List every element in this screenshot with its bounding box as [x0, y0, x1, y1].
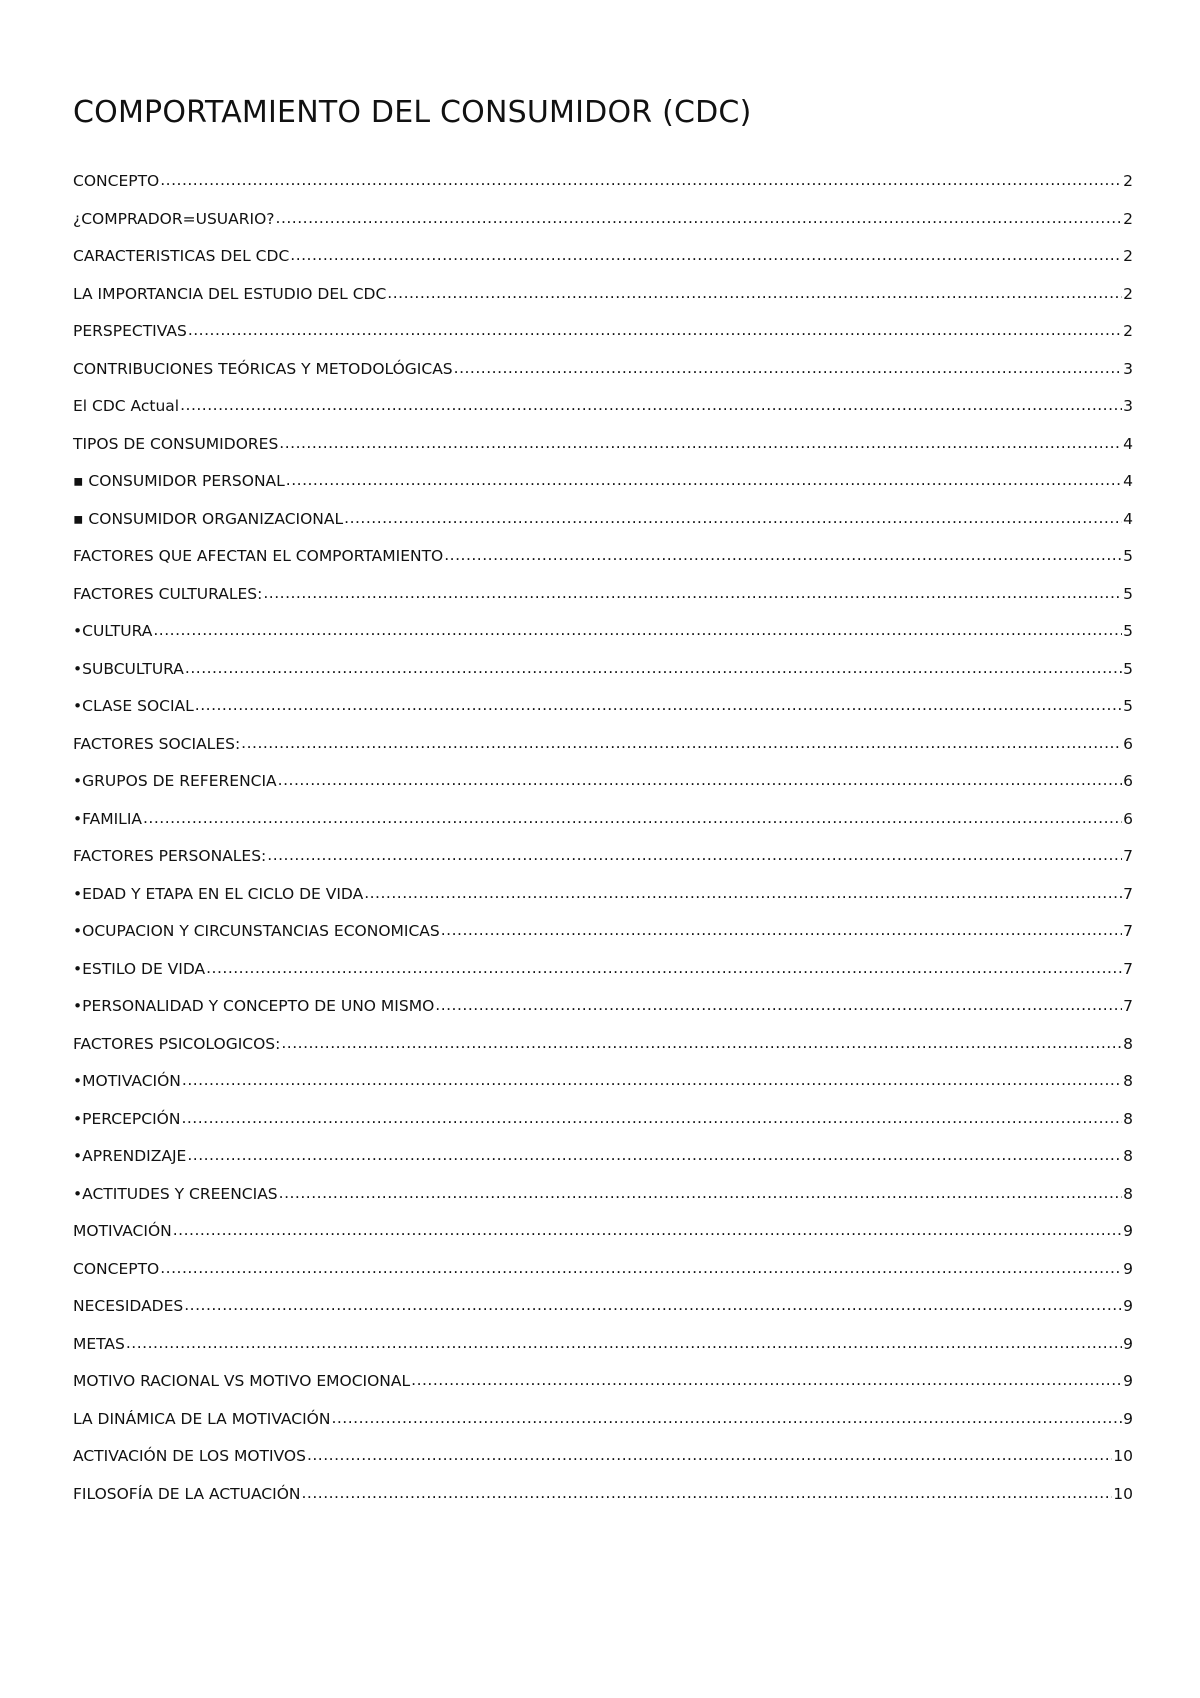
toc-entry[interactable] — [73, 885, 1133, 923]
toc-entry-label: ▪ CONSUMIDOR ORGANIZACIONAL — [73, 509, 344, 528]
toc-entry-label: CONCEPTO — [73, 172, 160, 190]
toc-entry-page-number: 7 — [1123, 959, 1133, 978]
toc-entry[interactable] — [73, 1335, 1133, 1373]
toc-dot-leader — [160, 1259, 1122, 1277]
toc-entry-page-number: 9 — [1123, 1334, 1133, 1353]
toc-entry-label: •CLASE SOCIAL — [73, 697, 194, 715]
toc-entry[interactable] — [73, 360, 1133, 398]
toc-dot-leader — [263, 584, 1122, 602]
toc-entry-label: LA DINÁMICA DE LA MOTIVACIÓN — [73, 1409, 331, 1428]
toc-entry-label: •MOTIVACIÓN — [73, 1072, 181, 1090]
toc-entry-label: •SUBCULTURA — [73, 659, 184, 678]
toc-dot-leader — [184, 1296, 1122, 1314]
toc-entry-label: MOTIVACIÓN — [73, 1222, 172, 1240]
toc-entry[interactable] — [73, 622, 1133, 660]
toc-entry-page-number: 4 — [1123, 472, 1133, 490]
toc-entry[interactable] — [73, 435, 1133, 473]
toc-dot-leader — [331, 1409, 1122, 1427]
toc-dot-leader — [307, 1446, 1112, 1464]
toc-entry-page-number: 4 — [1123, 434, 1133, 453]
toc-entry-page-number: 8 — [1123, 1109, 1133, 1128]
toc-dot-leader — [187, 1146, 1122, 1164]
toc-entry-label: •ESTILO DE VIDA — [73, 959, 206, 978]
toc-dot-leader — [364, 884, 1122, 902]
toc-dot-leader — [173, 1221, 1122, 1239]
toc-dot-leader — [180, 396, 1122, 414]
toc-dot-leader — [153, 621, 1122, 639]
toc-entry-label: FILOSOFÍA DE LA ACTUACIÓN — [73, 1484, 301, 1503]
toc-entry-label: CARACTERISTICAS DEL CDC — [73, 247, 290, 265]
toc-entry-label: ACTIVACIÓN DE LOS MOTIVOS — [73, 1447, 306, 1465]
toc-entry-page-number: 2 — [1123, 209, 1133, 228]
toc-dot-leader — [276, 209, 1123, 227]
toc-entry[interactable] — [73, 547, 1133, 585]
toc-entry-page-number: 2 — [1123, 322, 1133, 340]
toc-dot-leader — [278, 771, 1122, 789]
toc-dot-leader — [454, 359, 1122, 377]
toc-dot-leader — [411, 1371, 1122, 1389]
toc-entry-page-number: 5 — [1123, 547, 1133, 565]
toc-dot-leader — [241, 734, 1122, 752]
toc-entry-page-number: 6 — [1123, 734, 1133, 753]
toc-entry-label: CONCEPTO — [73, 1259, 160, 1278]
toc-dot-leader — [387, 284, 1122, 302]
toc-entry-label: •EDAD Y ETAPA EN EL CICLO DE VIDA — [73, 884, 364, 903]
toc-entry-label: NECESIDADES — [73, 1297, 184, 1315]
toc-entry[interactable] — [73, 1072, 1133, 1110]
toc-entry-page-number: 6 — [1123, 772, 1133, 790]
toc-dot-leader — [267, 846, 1122, 864]
toc-entry[interactable] — [73, 810, 1133, 848]
toc-entry-page-number: 2 — [1123, 172, 1133, 190]
toc-dot-leader — [344, 509, 1122, 527]
toc-dot-leader — [126, 1334, 1122, 1352]
toc-dot-leader — [444, 546, 1122, 564]
toc-entry[interactable] — [73, 772, 1133, 810]
toc-entry[interactable] — [73, 472, 1133, 510]
toc-dot-leader — [181, 1109, 1122, 1127]
toc-entry-label: LA IMPORTANCIA DEL ESTUDIO DEL CDC — [73, 284, 387, 303]
toc-entry[interactable] — [73, 735, 1133, 773]
toc-entry-page-number: 2 — [1123, 284, 1133, 303]
toc-entry[interactable] — [73, 247, 1133, 285]
toc-dot-leader — [160, 171, 1122, 189]
toc-entry[interactable] — [73, 585, 1133, 623]
toc-entry-page-number: 8 — [1123, 1184, 1133, 1203]
toc-entry-page-number: 4 — [1123, 509, 1133, 528]
toc-entry-label: MOTIVO RACIONAL VS MOTIVO EMOCIONAL — [73, 1372, 411, 1390]
toc-entry-label: •APRENDIZAJE — [73, 1147, 187, 1165]
toc-entry-page-number: 8 — [1123, 1147, 1133, 1165]
toc-dot-leader — [290, 246, 1122, 264]
table-of-contents — [73, 172, 1133, 1522]
toc-entry-label: ▪ CONSUMIDOR PERSONAL — [73, 472, 285, 490]
toc-entry[interactable] — [73, 210, 1133, 248]
toc-entry[interactable] — [73, 1410, 1133, 1448]
toc-entry-page-number: 2 — [1123, 247, 1133, 265]
toc-entry[interactable] — [73, 1035, 1133, 1073]
toc-entry-page-number: 9 — [1123, 1222, 1133, 1240]
toc-entry-label: FACTORES CULTURALES: — [73, 584, 263, 603]
toc-dot-leader — [195, 696, 1122, 714]
toc-entry[interactable] — [73, 397, 1133, 435]
toc-entry[interactable] — [73, 1110, 1133, 1148]
toc-entry-label: •PERSONALIDAD Y CONCEPTO DE UNO MISMO — [73, 997, 435, 1015]
toc-entry-label: TIPOS DE CONSUMIDORES — [73, 434, 279, 453]
toc-entry-label: FACTORES PSICOLOGICOS: — [73, 1034, 281, 1053]
toc-entry[interactable] — [73, 1185, 1133, 1223]
toc-entry[interactable] — [73, 1485, 1133, 1523]
toc-entry[interactable] — [73, 1447, 1133, 1485]
toc-dot-leader — [281, 1034, 1122, 1052]
toc-dot-leader — [188, 321, 1122, 339]
toc-entry-label: FACTORES SOCIALES: — [73, 734, 241, 753]
toc-entry-page-number: 7 — [1123, 884, 1133, 903]
toc-entry-page-number: 8 — [1123, 1034, 1133, 1053]
toc-entry-label: ¿COMPRADOR=USUARIO? — [73, 209, 275, 228]
toc-entry-page-number: 9 — [1123, 1372, 1133, 1390]
toc-entry-label: FACTORES PERSONALES: — [73, 847, 267, 865]
toc-dot-leader — [279, 1184, 1122, 1202]
toc-entry-label: CONTRIBUCIONES TEÓRICAS Y METODOLÓGICAS — [73, 359, 453, 378]
toc-entry-page-number: 7 — [1123, 997, 1133, 1015]
toc-dot-leader — [441, 921, 1122, 939]
toc-dot-leader — [143, 809, 1122, 827]
toc-entry-page-number: 8 — [1123, 1072, 1133, 1090]
toc-entry[interactable] — [73, 660, 1133, 698]
toc-entry[interactable] — [73, 510, 1133, 548]
toc-entry-label: •CULTURA — [73, 622, 153, 640]
document-title: COMPORTAMIENTO DEL CONSUMIDOR (CDC) — [73, 95, 752, 130]
toc-entry-label: •FAMILIA — [73, 809, 142, 828]
toc-entry-page-number: 5 — [1123, 659, 1133, 678]
toc-entry-label: METAS — [73, 1334, 125, 1353]
toc-entry[interactable] — [73, 697, 1133, 735]
toc-entry-page-number: 5 — [1123, 584, 1133, 603]
toc-entry-page-number: 5 — [1123, 697, 1133, 715]
toc-dot-leader — [435, 996, 1122, 1014]
toc-entry[interactable] — [73, 960, 1133, 998]
toc-entry-page-number: 7 — [1123, 922, 1133, 940]
toc-entry-label: •GRUPOS DE REFERENCIA — [73, 772, 277, 790]
toc-entry[interactable] — [73, 1372, 1133, 1410]
toc-entry-page-number: 9 — [1123, 1297, 1133, 1315]
toc-dot-leader — [182, 1071, 1122, 1089]
toc-entry-label: •PERCEPCIÓN — [73, 1109, 181, 1128]
toc-dot-leader — [279, 434, 1122, 452]
toc-entry[interactable] — [73, 1260, 1133, 1298]
toc-entry[interactable] — [73, 322, 1133, 360]
toc-entry-label: •ACTITUDES Y CREENCIAS — [73, 1184, 278, 1203]
toc-entry-page-number: 3 — [1123, 359, 1133, 378]
toc-entry-page-number: 6 — [1123, 809, 1133, 828]
toc-entry[interactable] — [73, 1297, 1133, 1335]
toc-dot-leader — [302, 1484, 1113, 1502]
toc-entry-label: FACTORES QUE AFECTAN EL COMPORTAMIENTO — [73, 547, 444, 565]
toc-entry[interactable] — [73, 1147, 1133, 1185]
toc-entry-page-number: 10 — [1113, 1484, 1133, 1503]
toc-entry-label: El CDC Actual — [73, 397, 180, 415]
toc-entry-page-number: 5 — [1123, 622, 1133, 640]
toc-dot-leader — [206, 959, 1122, 977]
toc-entry[interactable] — [73, 172, 1133, 210]
toc-entry[interactable] — [73, 1222, 1133, 1260]
toc-entry-page-number: 3 — [1123, 397, 1133, 415]
toc-entry-label: •OCUPACION Y CIRCUNSTANCIAS ECONOMICAS — [73, 922, 440, 940]
toc-entry-page-number: 9 — [1123, 1409, 1133, 1428]
toc-entry-page-number: 9 — [1123, 1259, 1133, 1278]
toc-entry[interactable] — [73, 922, 1133, 960]
toc-dot-leader — [286, 471, 1122, 489]
toc-dot-leader — [185, 659, 1122, 677]
toc-entry-page-number: 7 — [1123, 847, 1133, 865]
toc-entry[interactable] — [73, 847, 1133, 885]
toc-entry-page-number: 10 — [1113, 1447, 1133, 1465]
toc-entry-label: PERSPECTIVAS — [73, 322, 187, 340]
toc-entry[interactable] — [73, 285, 1133, 323]
toc-entry[interactable] — [73, 997, 1133, 1035]
